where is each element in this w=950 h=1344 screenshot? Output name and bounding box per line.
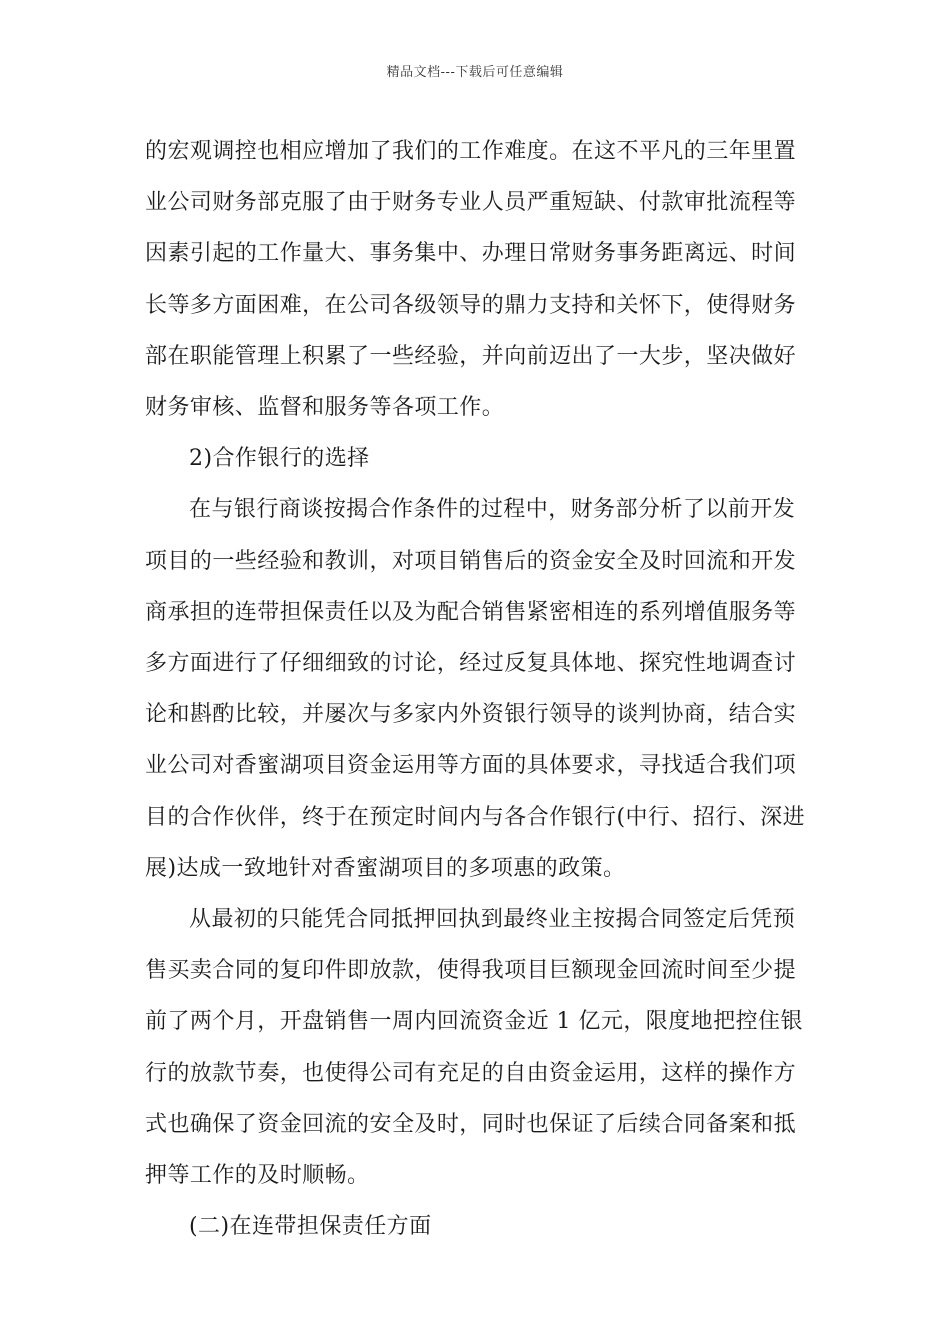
text-line: 2)合作银行的选择 <box>189 446 370 472</box>
section-heading <box>145 1201 807 1252</box>
paragraph <box>145 484 807 894</box>
text-line: 从最初的只能凭合同抵押回执到最终业主按揭合同签定后凭预 <box>189 907 796 933</box>
text-line: 因素引起的工作量大、事务集中、办理日常财务事务距离远、时间 <box>145 241 797 267</box>
text-line: 论和斟酌比较，并屡次与多家内外资银行领导的谈判协商，结合实 <box>145 702 797 728</box>
text-line: 项目的一些经验和教训，对项目销售后的资金安全及时回流和开发 <box>145 548 797 574</box>
paragraph <box>145 894 807 1201</box>
text-line: 部在职能管理上积累了一些经验，并向前迈出了一大步，坚决做好 <box>145 343 797 369</box>
text-line: 押等工作的及时顺畅。 <box>145 1163 370 1189</box>
text-line: 目的合作伙伴，终于在预定时间内与各合作银行(中行、招行、深进 <box>145 804 806 830</box>
text-line: 在与银行商谈按揭合作条件的过程中，财务部分析了以前开发 <box>189 497 796 523</box>
text-line: 前了两个月，开盘销售一周内回流资金近 1 亿元，限度地把控住银 <box>145 1009 803 1035</box>
paragraph <box>145 126 807 433</box>
document-body <box>145 126 807 1252</box>
text-line: 长等多方面困难，在公司各级领导的鼎力支持和关怀下，使得财务 <box>145 292 797 318</box>
text-line: 展)达成一致地针对香蜜湖项目的多项惠的政策。 <box>145 855 626 881</box>
text-line: 多方面进行了仔细细致的讨论，经过反复具体地、探究性地调查讨 <box>145 651 797 677</box>
text-line: 财务审核、监督和服务等各项工作。 <box>145 395 505 421</box>
text-line: 商承担的连带担保责任以及为配合销售紧密相连的系列增值服务等 <box>145 599 797 625</box>
section-heading <box>145 433 807 484</box>
page-header: 精品文档---下载后可任意编辑 <box>386 65 564 80</box>
text-line: 式也确保了资金回流的安全及时，同时也保证了后续合同备案和抵 <box>145 1111 797 1137</box>
text-line: 的宏观调控也相应增加了我们的工作难度。在这不平凡的三年里置 <box>145 139 797 164</box>
text-line: 行的放款节奏，也使得公司有充足的自由资金运用，这样的操作方 <box>145 1060 797 1086</box>
text-line: (二)在连带担保责任方面 <box>189 1214 432 1240</box>
text-line: 业公司财务部克服了由于财务专业人员严重短缺、付款审批流程等 <box>145 190 797 216</box>
text-line: 售买卖合同的复印件即放款，使得我项目巨额现金回流时间至少提 <box>145 958 797 984</box>
text-line: 业公司对香蜜湖项目资金运用等方面的具体要求，寻找适合我们项 <box>145 753 797 779</box>
